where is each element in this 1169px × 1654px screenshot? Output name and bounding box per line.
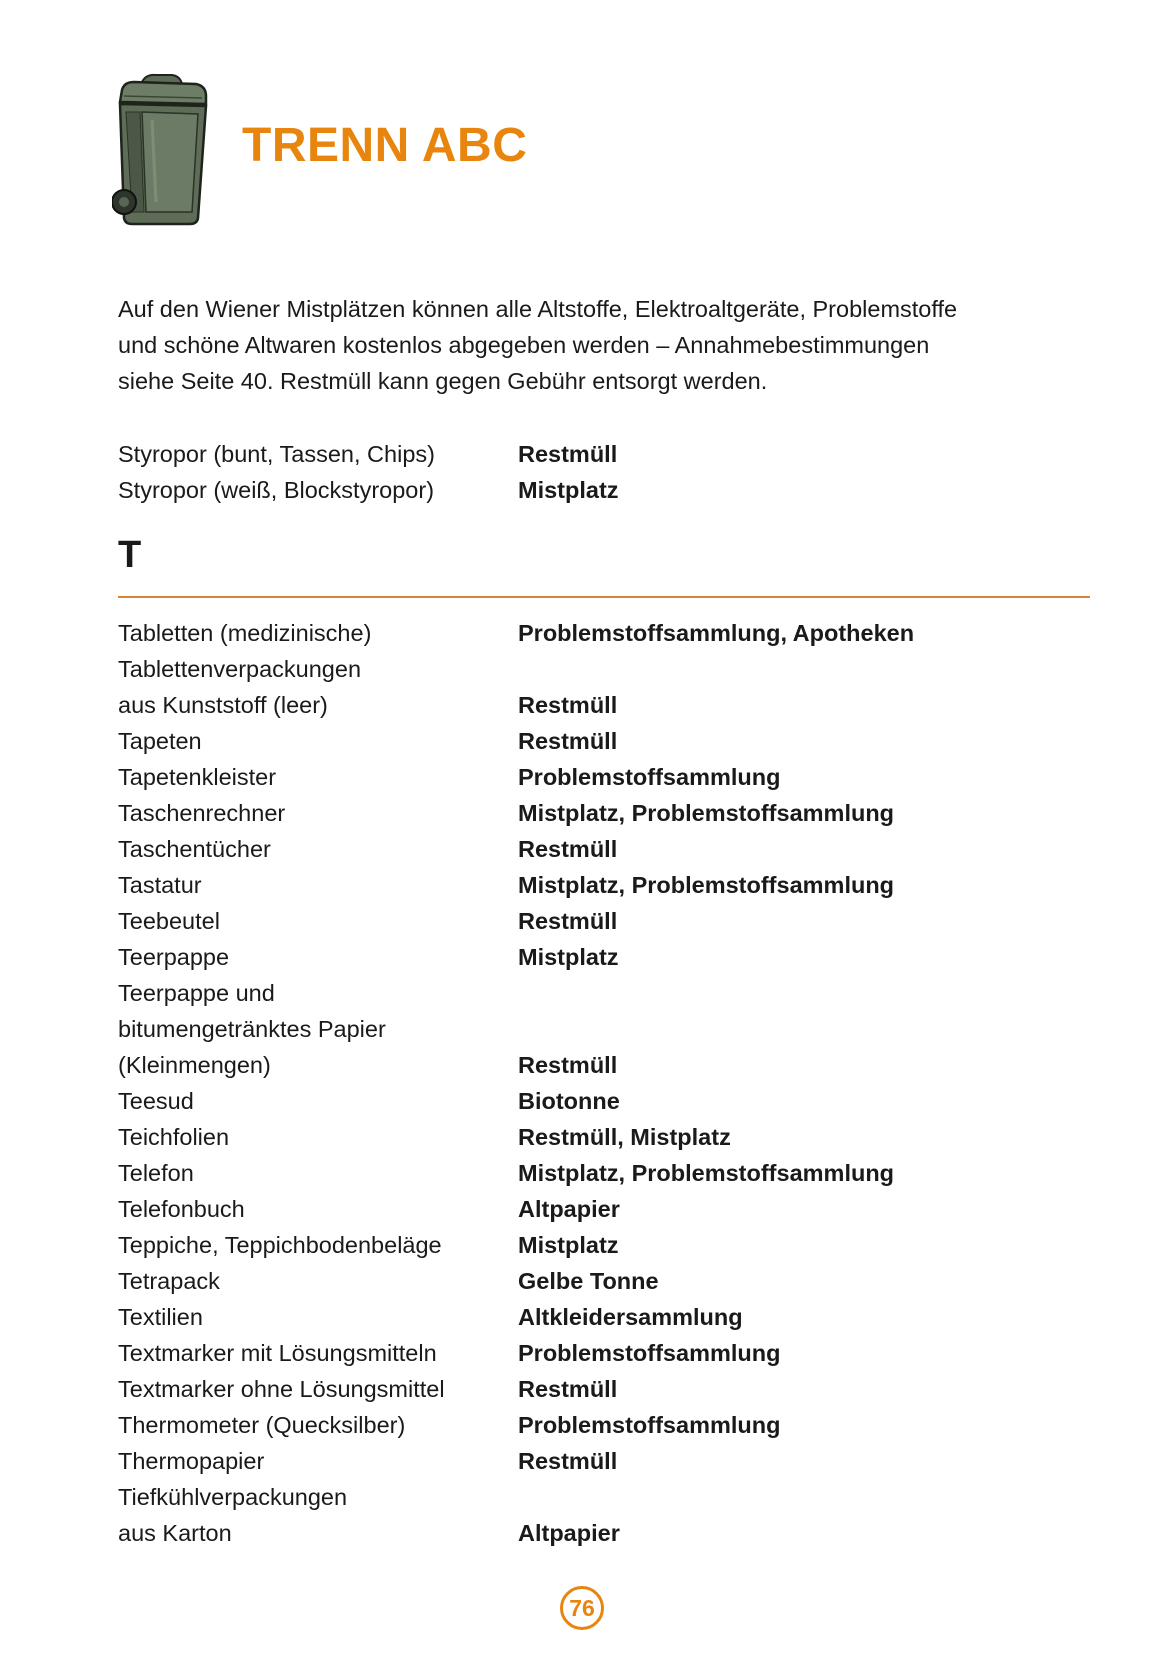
entry-destination: Mistplatz: [518, 477, 619, 503]
section-letter: T: [118, 534, 142, 576]
entry-row: [118, 1263, 1078, 1299]
entry-row: [118, 795, 1078, 831]
entry-destination: Problemstoffsammlung, Apotheken: [518, 620, 915, 646]
intro-line: Auf den Wiener Mistplätzen können alle Altstoffe, Elektroaltgeräte, Problemstoffe: [118, 296, 958, 322]
entry-item: Textmarker ohne Lösungsmittel: [118, 1376, 445, 1402]
entry-row: [118, 1479, 1078, 1515]
entry-row: [118, 975, 1078, 1011]
entry-item: Teppiche, Teppichbodenbeläge: [118, 1232, 442, 1258]
entry-item: bitumengetränktes Papier: [118, 1016, 386, 1042]
entry-item: Teebeutel: [118, 908, 220, 934]
entry-item: Tiefkühlverpackungen: [118, 1484, 348, 1510]
entry-row: [118, 1299, 1078, 1335]
entry-destination: Mistplatz, Problemstoffsammlung: [518, 800, 895, 826]
intro-line: siehe Seite 40. Restmüll kann gegen Gebühr entsorgt werden.: [118, 368, 768, 394]
entry-row: [118, 1155, 1078, 1191]
entry-row: [118, 1191, 1078, 1227]
entry-destination: Mistplatz, Problemstoffsammlung: [518, 1160, 895, 1186]
entry-item: Tetrapack: [118, 1268, 220, 1294]
entry-destination: Gelbe Tonne: [518, 1268, 659, 1294]
entry-row: [118, 939, 1078, 975]
entry-destination: Mistplatz: [518, 944, 619, 970]
entry-item: Tastatur: [118, 872, 202, 898]
entry-row: [118, 651, 1078, 687]
entry-row: [118, 1443, 1078, 1479]
entry-item: aus Kunststoff (leer): [118, 692, 328, 718]
entry-item: Thermopapier: [118, 1448, 265, 1474]
entry-destination: Mistplatz: [518, 1232, 619, 1258]
entry-destination: Altpapier: [518, 1520, 620, 1546]
entry-item: Textilien: [118, 1304, 203, 1330]
entry-row: [118, 1011, 1078, 1047]
entry-item: Textmarker mit Lösungsmitteln: [118, 1340, 437, 1366]
entry-destination: Restmüll: [518, 1376, 618, 1402]
entry-item: Thermometer (Quecksilber): [118, 1412, 406, 1438]
entry-item: Teichfolien: [118, 1124, 230, 1150]
entry-item: Taschentücher: [118, 836, 271, 862]
entry-item: aus Karton: [118, 1520, 232, 1546]
entry-destination: Restmüll: [518, 1448, 618, 1474]
entry-row: [118, 1083, 1078, 1119]
entry-item: Tapetenkleister: [118, 764, 277, 790]
entry-row: [118, 1335, 1078, 1371]
entry-destination: Mistplatz, Problemstoffsammlung: [518, 872, 895, 898]
entry-destination: Altkleidersammlung: [518, 1304, 743, 1330]
intro-paragraph: [118, 291, 1078, 399]
entry-item: Tapeten: [118, 728, 202, 754]
intro-line: und schöne Altwaren kostenlos abgegeben werden – Annahmebestimmungen: [118, 332, 930, 358]
entry-row: [118, 1119, 1078, 1155]
entry-row: [118, 903, 1078, 939]
entry-item: Tablettenverpackungen: [118, 656, 362, 682]
section-divider: [118, 596, 1090, 598]
entry-row: [118, 1407, 1078, 1443]
entry-list-previous: [118, 436, 1078, 508]
entry-destination: Restmüll: [518, 908, 618, 934]
entry-item: Taschenrechner: [118, 800, 286, 826]
entry-item: Styropor (weiß, Blockstyropor): [118, 477, 435, 503]
entry-item: Teerpappe und: [118, 980, 275, 1006]
entry-row: [118, 687, 1078, 723]
entry-row: [118, 1227, 1078, 1263]
entry-destination: Restmüll: [518, 441, 618, 467]
entry-list: [118, 615, 1078, 1551]
entry-row: [118, 436, 1078, 472]
page-title: TRENN ABC: [242, 119, 528, 172]
page-number: 76: [560, 1586, 604, 1630]
entry-item: Styropor (bunt, Tassen, Chips): [118, 441, 435, 467]
entry-destination: Restmüll, Mistplatz: [518, 1124, 731, 1150]
entry-row: [118, 759, 1078, 795]
entry-row: [118, 831, 1078, 867]
waste-bin-icon: [112, 72, 208, 230]
entry-item: (Kleinmengen): [118, 1052, 271, 1078]
entry-destination: Problemstoffsammlung: [518, 764, 781, 790]
entry-row: [118, 867, 1078, 903]
entry-destination: Restmüll: [518, 836, 618, 862]
entry-item: Telefon: [118, 1160, 194, 1186]
entry-row: [118, 472, 1078, 508]
entry-item: Teesud: [118, 1088, 194, 1114]
entry-row: [118, 723, 1078, 759]
entry-destination: Restmüll: [518, 692, 618, 718]
entry-item: Telefonbuch: [118, 1196, 245, 1222]
entry-destination: Altpapier: [518, 1196, 620, 1222]
entry-item: Teerpappe: [118, 944, 230, 970]
entry-row: [118, 1515, 1078, 1551]
entry-row: [118, 615, 1078, 651]
entry-destination: Problemstoffsammlung: [518, 1412, 781, 1438]
entry-destination: Restmüll: [518, 1052, 618, 1078]
entry-destination: Biotonne: [518, 1088, 620, 1114]
entry-destination: Restmüll: [518, 728, 618, 754]
entry-item: Tabletten (medizinische): [118, 620, 372, 646]
entry-destination: Problemstoffsammlung: [518, 1340, 781, 1366]
entry-row: [118, 1371, 1078, 1407]
entry-row: [118, 1047, 1078, 1083]
